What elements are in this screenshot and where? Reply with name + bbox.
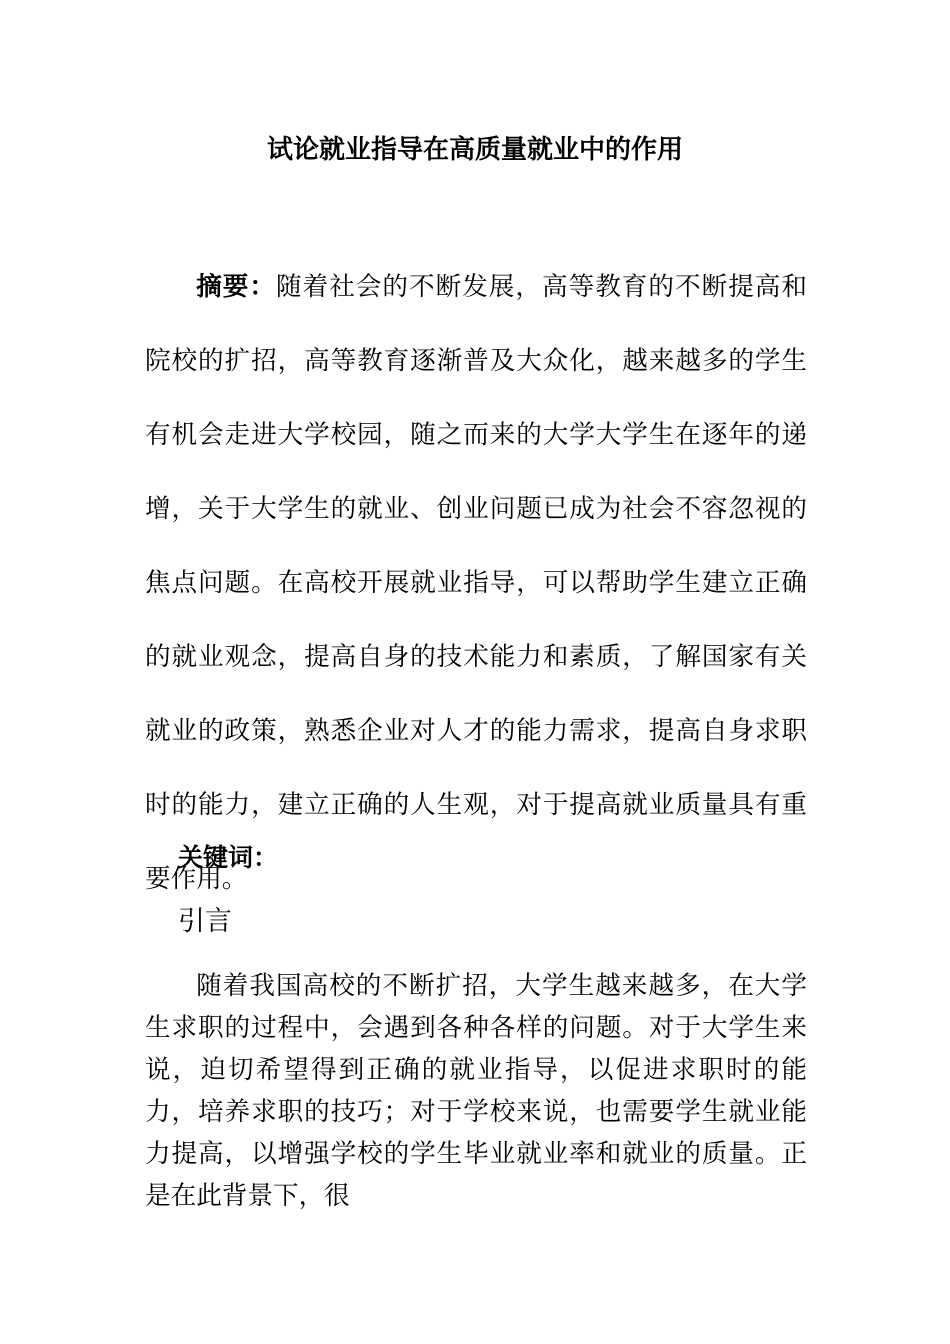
document-title: 试论就业指导在高质量就业中的作用 [266,135,683,165]
abstract-paragraph [145,250,807,916]
abstract-text: 随着社会的不断发展，高等教育的不断提高和院校的扩招，高等教育逐渐普及大众化，越来越多的学生有机会走进大学校园，随之而来的大学大学生在逐年的递增，关于大学生的就业、创业问题已成为社会不容忽视的焦点问题。在高校开展就业指导，可以帮助学生建立正确的就业观念，提高自身的技术能力和素质，了解国家有关就业的政策，熟悉企业对人才的能力需求，提高自身求职时的能力，建立正确的人生观，对于提高就业质量具有重要作用。 [145,272,807,894]
keywords-label: 关键词： [178,843,279,872]
intro-paragraph: 随着我国高校的不断扩招，大学生越来越多，在大学生求职的过程中，会遇到各种各样的问题。对于大学生来说，迫切希望得到正确的就业指导，以促进求职时的能力，培养求职的技巧；对于学校来说，也需要学生就业能力提高，以增强学校的学生毕业就业率和就业的质量。正是在此背景下，很 [145,971,807,1211]
abstract-label: 摘要： [196,272,276,302]
intro-heading: 引言 [178,906,232,937]
